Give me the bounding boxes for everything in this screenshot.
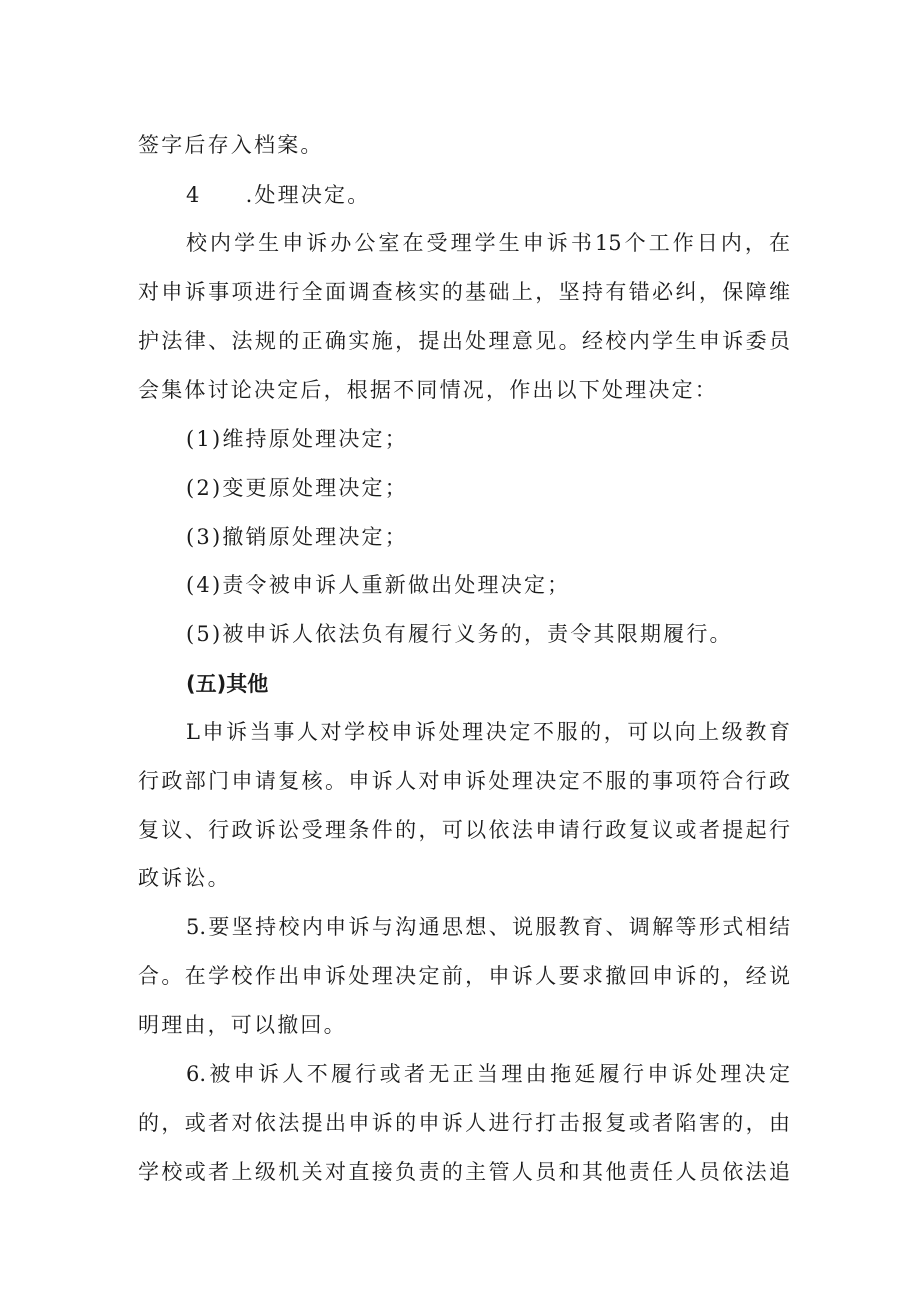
- paragraph-line: [186, 1059, 790, 1089]
- paragraph-line: [138, 375, 790, 405]
- paragraph-text: 护法律、法规的正确实施，提出处理意见。经校内学生申诉委员: [138, 329, 790, 353]
- paragraph-line: [186, 228, 790, 258]
- list-item-text: (1)维持原处理决定；: [186, 427, 408, 451]
- list-item-text: (5)被申诉人依法负有履行义务的，责令其限期履行。: [186, 622, 733, 646]
- text-line-content: 签字后存入档案。: [138, 133, 324, 157]
- paragraph-text: 行政部门申请复核。申诉人对申诉处理决定不服的事项符合行政: [138, 769, 790, 793]
- paragraph-text: 明理由，可以撤回。: [138, 1013, 347, 1037]
- list-item: [186, 424, 408, 454]
- section-heading: [186, 669, 268, 699]
- paragraph-line: [138, 766, 790, 796]
- paragraph-text: 对申诉事项进行全面调查核实的基础上，坚持有错必纠，保障维: [138, 280, 790, 304]
- section-heading-text: (五)其他: [186, 672, 269, 696]
- paragraph-text: 合。在学校作出申诉处理决定前，申诉人要求撤回申诉的，经说: [138, 964, 790, 988]
- paragraph-line: [186, 717, 790, 747]
- paragraph-text: L申诉当事人对学校申诉处理决定不服的，可以向上级教育: [186, 720, 790, 744]
- paragraph-text: 政诉讼。: [138, 866, 231, 890]
- paragraph-line: [138, 961, 790, 991]
- paragraph-line: [138, 1157, 790, 1187]
- paragraph-text: 校内学生申诉办公室在受理学生申诉书15个工作日内，在: [186, 231, 790, 255]
- item-number: 4: [186, 183, 202, 207]
- list-item-text: (3)撤销原处理决定；: [186, 525, 408, 549]
- paragraph-text: 会集体讨论决定后，根据不同情况，作出以下处理决定：: [138, 378, 718, 402]
- paragraph-line: [138, 277, 790, 307]
- paragraph-text: 6.被申诉人不履行或者无正当理由拖延履行申诉处理决定: [186, 1062, 790, 1086]
- paragraph-line: [138, 815, 790, 845]
- paragraph-text: 复议、行政诉讼受理条件的，可以依法申请行政复议或者提起行: [138, 818, 790, 842]
- paragraph-text: 的，或者对依法提出申诉的申诉人进行打击报复或者陷害的，由: [138, 1111, 790, 1135]
- paragraph-line: [186, 912, 790, 942]
- paragraph-text: 5.要坚持校内申诉与沟通思想、说服教育、调解等形式相结: [186, 915, 790, 939]
- list-item: [186, 522, 408, 552]
- list-item: [186, 619, 733, 649]
- list-item: [186, 570, 570, 600]
- list-item: [186, 473, 408, 503]
- paragraph-line: [138, 1010, 790, 1040]
- list-item-text: (4)责令被申诉人重新做出处理决定；: [186, 573, 571, 597]
- paragraph-line: [138, 1108, 790, 1138]
- item-title: .处理决定。: [245, 183, 371, 207]
- paragraph-line: [138, 326, 790, 356]
- text-line: [138, 130, 790, 160]
- list-item-text: (2)变更原处理决定；: [186, 476, 408, 500]
- paragraph-line: [138, 863, 790, 893]
- paragraph-text: 学校或者上级机关对直接负责的主管人员和其他责任人员依法追: [138, 1160, 790, 1184]
- list-item-heading: [186, 180, 370, 210]
